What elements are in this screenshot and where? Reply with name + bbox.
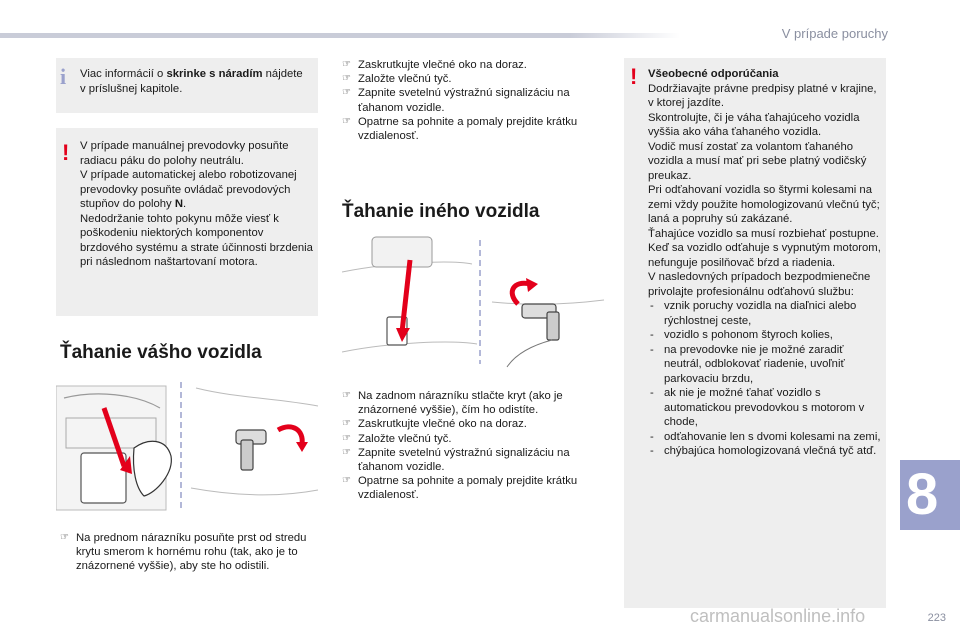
info-box — [56, 58, 318, 113]
warning-line-3: Nedodržanie tohto pokynu môže viesť k poškodeniu niektorých komponentov brzdového systému a strate účinnosti brzdenia pri následnom naštartovaní motora. — [80, 212, 313, 268]
step-hazard-lights: ☞ Zapnite svetelnú výstražnú signalizáciu na ťahanom vozidle. — [342, 86, 604, 114]
step-attach-bar: ☞ Založte vlečnú tyč. — [342, 72, 604, 86]
step-move-off-2: ☞ Opatrne sa pohnite a pomaly prejdite krátku vzdialenosť. — [342, 474, 604, 502]
advice-para: Dodržiavajte právne predpisy platné v krajine, v ktorej jazdíte. — [648, 82, 877, 109]
chapter-title: V prípade poruchy — [781, 26, 888, 41]
info-icon: i — [60, 64, 67, 89]
header-bar-fade — [570, 33, 680, 38]
page-number: 223 — [927, 612, 946, 624]
warning-box-manual — [56, 128, 318, 316]
advice-para: Ťahajúce vozidlo sa musí rozbiehať postupne. — [648, 227, 879, 240]
list-item: - odťahovanie len s dvomi kolesami na zemi, — [648, 430, 882, 445]
info-text-before: Viac informácií o — [80, 68, 167, 80]
chapter-number: 8 — [906, 462, 939, 527]
steps-own-vehicle — [60, 531, 318, 574]
step-screw-eye-2: ☞ Zaskrutkujte vlečné oko na doraz. — [342, 417, 604, 431]
heading-tow-own-vehicle: Ťahanie vášho vozidla — [60, 342, 262, 363]
rotate-arrow — [278, 427, 302, 444]
list-item: - chýbajúca homologizovaná vlečná tyč atď. — [648, 444, 882, 459]
step-rear-cover: ☞ Na zadnom nárazníku stlačte kryt (ako je znázornené vyššie), čím ho odistíte. — [342, 389, 604, 417]
warning-icon: ! — [62, 140, 70, 165]
warning-line-2 — [80, 168, 314, 212]
advice-para: Keď sa vozidlo odťahuje s vypnutým motorom, nefunguje posilňovač bŕzd a riadenia. — [648, 242, 881, 269]
front-bumper-illustration — [56, 378, 321, 513]
general-advice-title: Všeobecné odporúčania — [648, 68, 779, 80]
step-screw-eye: ☞ Zaskrutkujte vlečné oko na doraz. — [342, 58, 604, 72]
warning-icon-general: ! — [630, 64, 638, 89]
warning-box-general — [624, 58, 886, 608]
general-advice-text — [648, 67, 882, 459]
warning-line-1: V prípade manuálnej prevodovky posuňte radiacu páku do polohy neutrálu. — [80, 140, 289, 167]
step-hazard-lights-2: ☞ Zapnite svetelnú výstražnú signalizáciu na ťahanom vozidle. — [342, 446, 604, 474]
step-front-cover: ☞ Na prednom nárazníku posuňte prst od stredu krytu smerom k hornému rohu (tak, ako je to znázornené vyššie), aby ste ho odistili. — [60, 531, 318, 574]
info-text-after: nájdete v príslušnej kapitole. — [80, 68, 303, 95]
advice-para: V nasledovných prípadoch bezpodmienečne privolajte profesionálnu odťahovú službu: — [648, 271, 871, 298]
tow-cover — [81, 453, 126, 503]
advice-para: Vodič musí zostať za volantom ťahaného vozidla a musí mať pri sebe platný vodičský preukaz. — [648, 140, 867, 182]
watermark: carmanualsonline.info — [690, 606, 866, 626]
info-text-bold: skrinke s náradím — [166, 68, 263, 80]
step-move-off: ☞ Opatrne sa pohnite a pomaly prejdite krátku vzdialenosť. — [342, 115, 604, 143]
warning-text-manual — [80, 139, 314, 270]
advice-para: Pri odťahovaní vozidla so štyrmi kolesami na zemi vždy použite homologizovanú vlečnú tyč; laná a popruhy sú zakázané. — [648, 184, 880, 225]
heading-tow-other-vehicle: Ťahanie iného vozidla — [342, 201, 540, 222]
rear-bumper-illustration — [342, 232, 607, 372]
list-item: - ak nie je možné ťahať vozidlo s automatickou prevodovkou s motorom v chode, — [648, 386, 882, 430]
warning-line-2-bold: N — [174, 198, 184, 210]
list-item: - vozidlo s pohonom štyroch kolies, — [648, 328, 882, 343]
steps-other-vehicle — [342, 389, 604, 503]
warning-line-2-text: V prípade automatickej alebo robotizovanej prevodovky posuňte ovládač prevodových stupňov do polohy — [80, 169, 297, 210]
header-bar — [0, 33, 570, 38]
info-text — [80, 67, 310, 96]
professional-tow-list — [648, 299, 882, 459]
advice-para: Skontrolujte, či je váha ťahajúceho vozidla vyššia ako váha ťahaného vozidla. — [648, 111, 860, 138]
list-item: - vznik poruchy vozidla na diaľnici alebo rýchlostnej ceste, — [648, 299, 882, 328]
warning-line-2-end: . — [183, 198, 187, 210]
step-attach-bar-2: ☞ Založte vlečnú tyč. — [342, 432, 604, 446]
list-item: - na prevodovke nie je možné zaradiť neutrál, odblokovať riadenie, uvoľniť parkovaciu brzdu, — [648, 343, 882, 387]
steps-top-middle — [342, 58, 604, 143]
